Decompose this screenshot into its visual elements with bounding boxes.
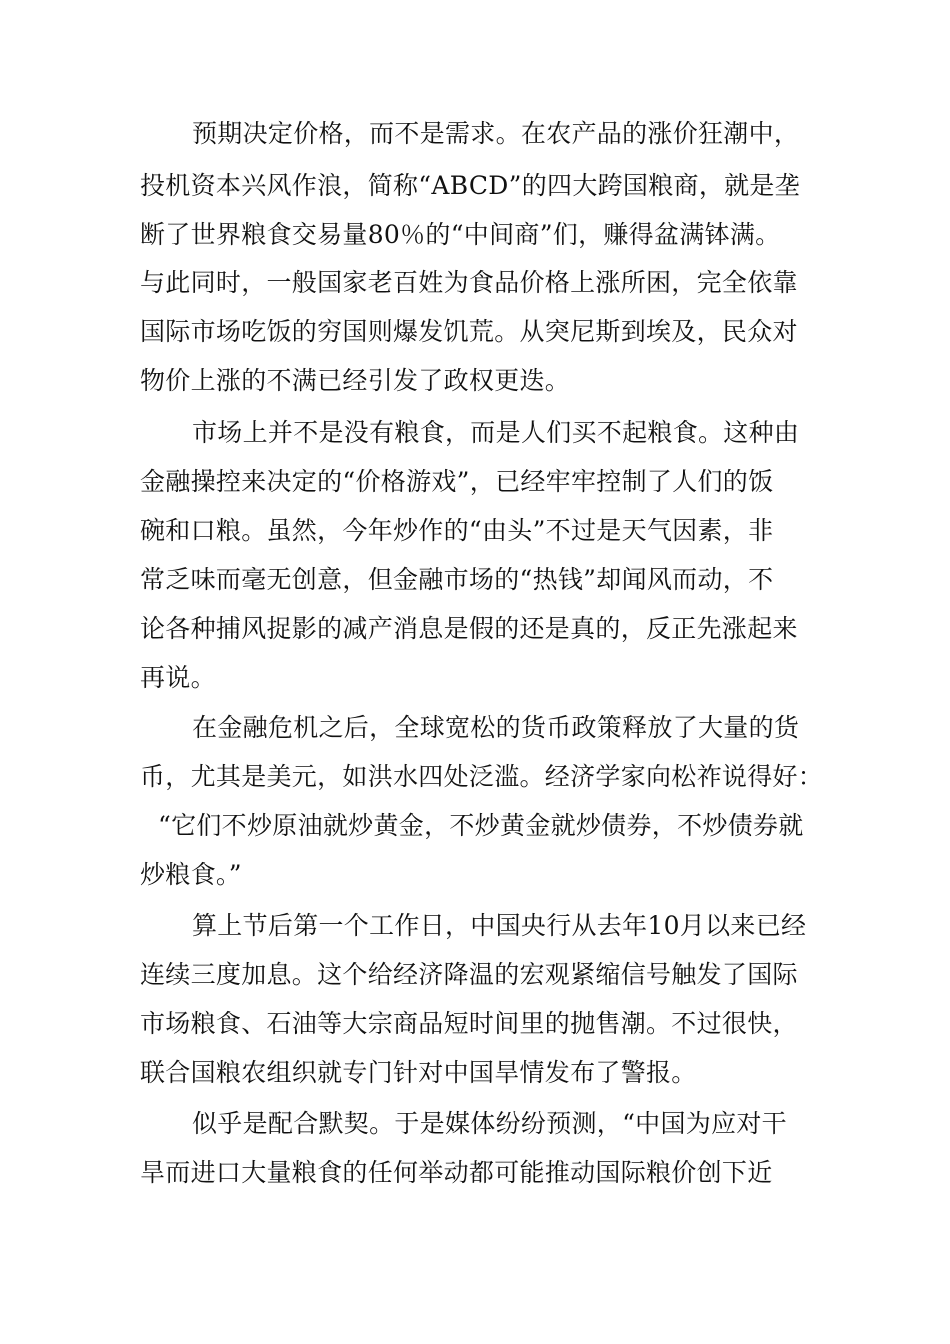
paragraph-3-line-2: 币，尤其是美元，如洪水四处泛滥。经济学家向松祚说得好： xyxy=(140,762,824,791)
paragraph-4-line-2: 连续三度加息。这个给经济降温的宏观紧缩信号触发了国际 xyxy=(140,960,798,989)
paragraph-1-line-4: 与此同时，一般国家老百姓为食品价格上涨所困，完全依靠 xyxy=(140,268,798,297)
paragraph-4-line-4: 联合国粮农组织就专门针对中国旱情发布了警报。 xyxy=(140,1058,697,1087)
paragraph-2-line-2: 金融操控来决定的“价格游戏”，已经牢牢控制了人们的饭 xyxy=(140,467,774,496)
paragraph-4-line-3: 市场粮食、石油等大宗商品短时间里的抛售潮。不过很快， xyxy=(140,1009,798,1038)
paragraph-3-line-1: 在金融危机之后，全球宽松的货币政策释放了大量的货 xyxy=(192,713,800,742)
paragraph-2-line-6: 再说。 xyxy=(140,663,216,692)
paragraph-4-line-1: 算上节后第一个工作日，中国央行从去年10月以来已经 xyxy=(192,911,807,940)
paragraph-2-line-5: 论各种捕风捉影的减产消息是假的还是真的，反正先涨起来 xyxy=(140,614,798,643)
paragraph-5-line-2: 旱而进口大量粮食的任何举动都可能推动国际粮价创下近 xyxy=(140,1158,773,1187)
paragraph-2-line-4: 常乏味而毫无创意，但金融市场的“热钱”却闻风而动，不 xyxy=(140,565,774,594)
paragraph-2-line-1: 市场上并不是没有粮食，而是人们买不起粮食。这种由 xyxy=(192,418,800,447)
paragraph-3-line-3: “它们不炒原油就炒黄金，不炒黄金就炒债券，不炒债券就 xyxy=(158,811,804,840)
paragraph-1-line-3: 断了世界粮食交易量80％的“中间商”们，赚得盆满钵满。 xyxy=(140,220,781,249)
paragraph-1-line-2: 投机资本兴风作浪，简称“ABCD”的四大跨国粮商，就是垄 xyxy=(140,171,801,200)
paragraph-2-line-3: 碗和口粮。虽然，今年炒作的“由头”不过是天气因素，非 xyxy=(140,516,774,545)
paragraph-1-line-5: 国际市场吃饭的穷国则爆发饥荒。从突尼斯到埃及，民众对 xyxy=(140,317,798,346)
paragraph-1-line-6: 物价上涨的不满已经引发了政权更迭。 xyxy=(140,366,571,395)
paragraph-1-line-1: 预期决定价格，而不是需求。在农产品的涨价狂潮中， xyxy=(192,119,800,148)
paragraph-5-line-1: 似乎是配合默契。于是媒体纷纷预测，“中国为应对干 xyxy=(192,1109,787,1138)
paragraph-3-line-4: 炒粮食。” xyxy=(140,860,242,889)
